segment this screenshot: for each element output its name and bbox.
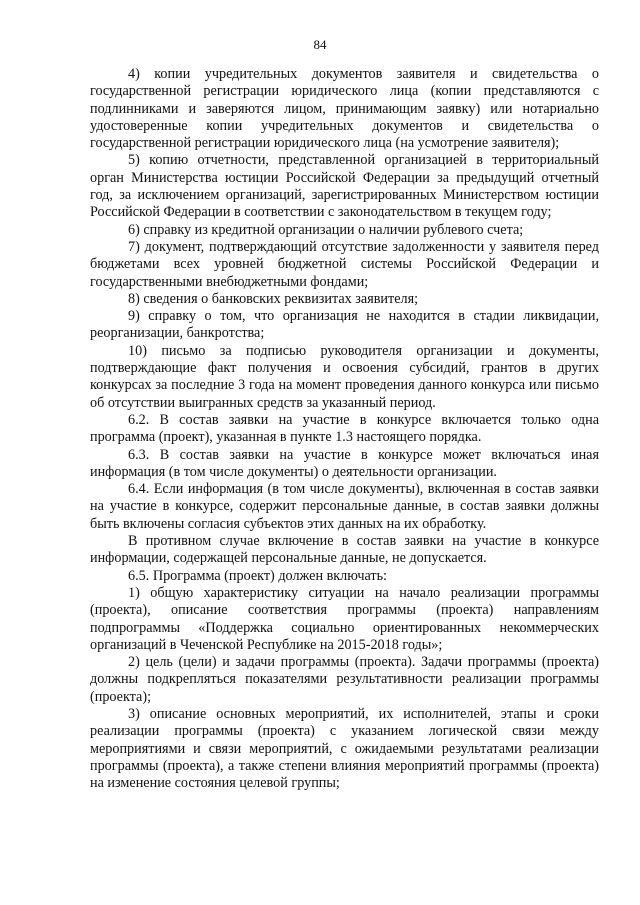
paragraph-6-4: 6.4. Если информация (в том числе документы), включенная в состав заявки на участие в конкурсе, содержит персональные данные, в состав заявки должны быть включены согласия субъектов этих данных на их обработку. [90, 481, 599, 532]
paragraph-6-3: 6.3. В состав заявки на участие в конкурсе может включаться иная информация (в том числе документы) о деятельности организации. [90, 446, 599, 480]
paragraph-item-8: 8) сведения о банковских реквизитах заявителя; [128, 290, 419, 307]
paragraph-item-9: 9) справку о том, что организация не находится в стадии ликвидации, реорганизации, банкротства; [90, 308, 599, 342]
paragraph-program-2: 2) цель (цели) и задачи программы (проекта). Задачи программы (проекта) должны подкрепляться показателями результативности реализации программы (проекта); [90, 654, 599, 705]
paragraph-item-10: 10) письмо за подписью руководителя организации и документы, подтверждающие факт получения и освоения субсидий, грантов в других конкурсах за последние 3 года на момент проведения данного конкурса или письмо об отсутствии выигранных средств за указанный период. [90, 342, 599, 411]
paragraph-6-5: 6.5. Программа (проект) должен включать: [128, 567, 387, 584]
paragraph-item-6: 6) справку из кредитной организации о наличии рублевого счета; [128, 221, 524, 238]
paragraph-program-1: 1) общую характеристику ситуации на начало реализации программы (проекта), описание соответствия программы (проекта) направлениям подпрограммы «Поддержка социально ориентированных некоммерческих организаций в Чеченской Республике на 2015-2018 годы»; [90, 584, 599, 653]
paragraph-item-5: 5) копию отчетности, представленной организацией в территориальный орган Министерства юстиции Российской Федерации за предыдущий отчетный год, за исключением организаций, зарегистрированных Министерством юстиции Российской Федерации в соответствии с законодательством в текущем году; [90, 152, 599, 221]
paragraph-item-7: 7) документ, подтверждающий отсутствие задолженности у заявителя перед бюджетами всех уровней бюджетной системы Российской Федерации и государственными внебюджетными фондами; [90, 238, 599, 290]
page-number: 84 [313, 37, 327, 52]
paragraph-otherwise: В противном случае включение в состав заявки на участие в конкурсе информации, содержащей персональные данные, не допускается. [90, 533, 599, 567]
document-body [90, 66, 599, 792]
paragraph-item-4: 4) копии учредительных документов заявителя и свидетельства о государственной регистрации юридического лица (копии представляются с подлинниками и заверяются лицом, принимающим заявку) или нотариально удостоверенные копии учредительных документов и свидетельства о государственной регистрации юридического лица (на усмотрение заявителя); [90, 66, 599, 152]
paragraph-6-2: 6.2. В состав заявки на участие в конкурсе включается только одна программа (проект), указанная в пункте 1.3 настоящего порядка. [90, 411, 599, 446]
paragraph-program-3: 3) описание основных мероприятий, их исполнителей, этапы и сроки реализации программы (проекта) с указанием логической связи между мероприятиями и связи мероприятий, с ожидаемыми результатами реализации программы (проекта), а также степени влияния мероприятий программы (проекта) на изменение состояния целевой группы; [90, 705, 599, 792]
